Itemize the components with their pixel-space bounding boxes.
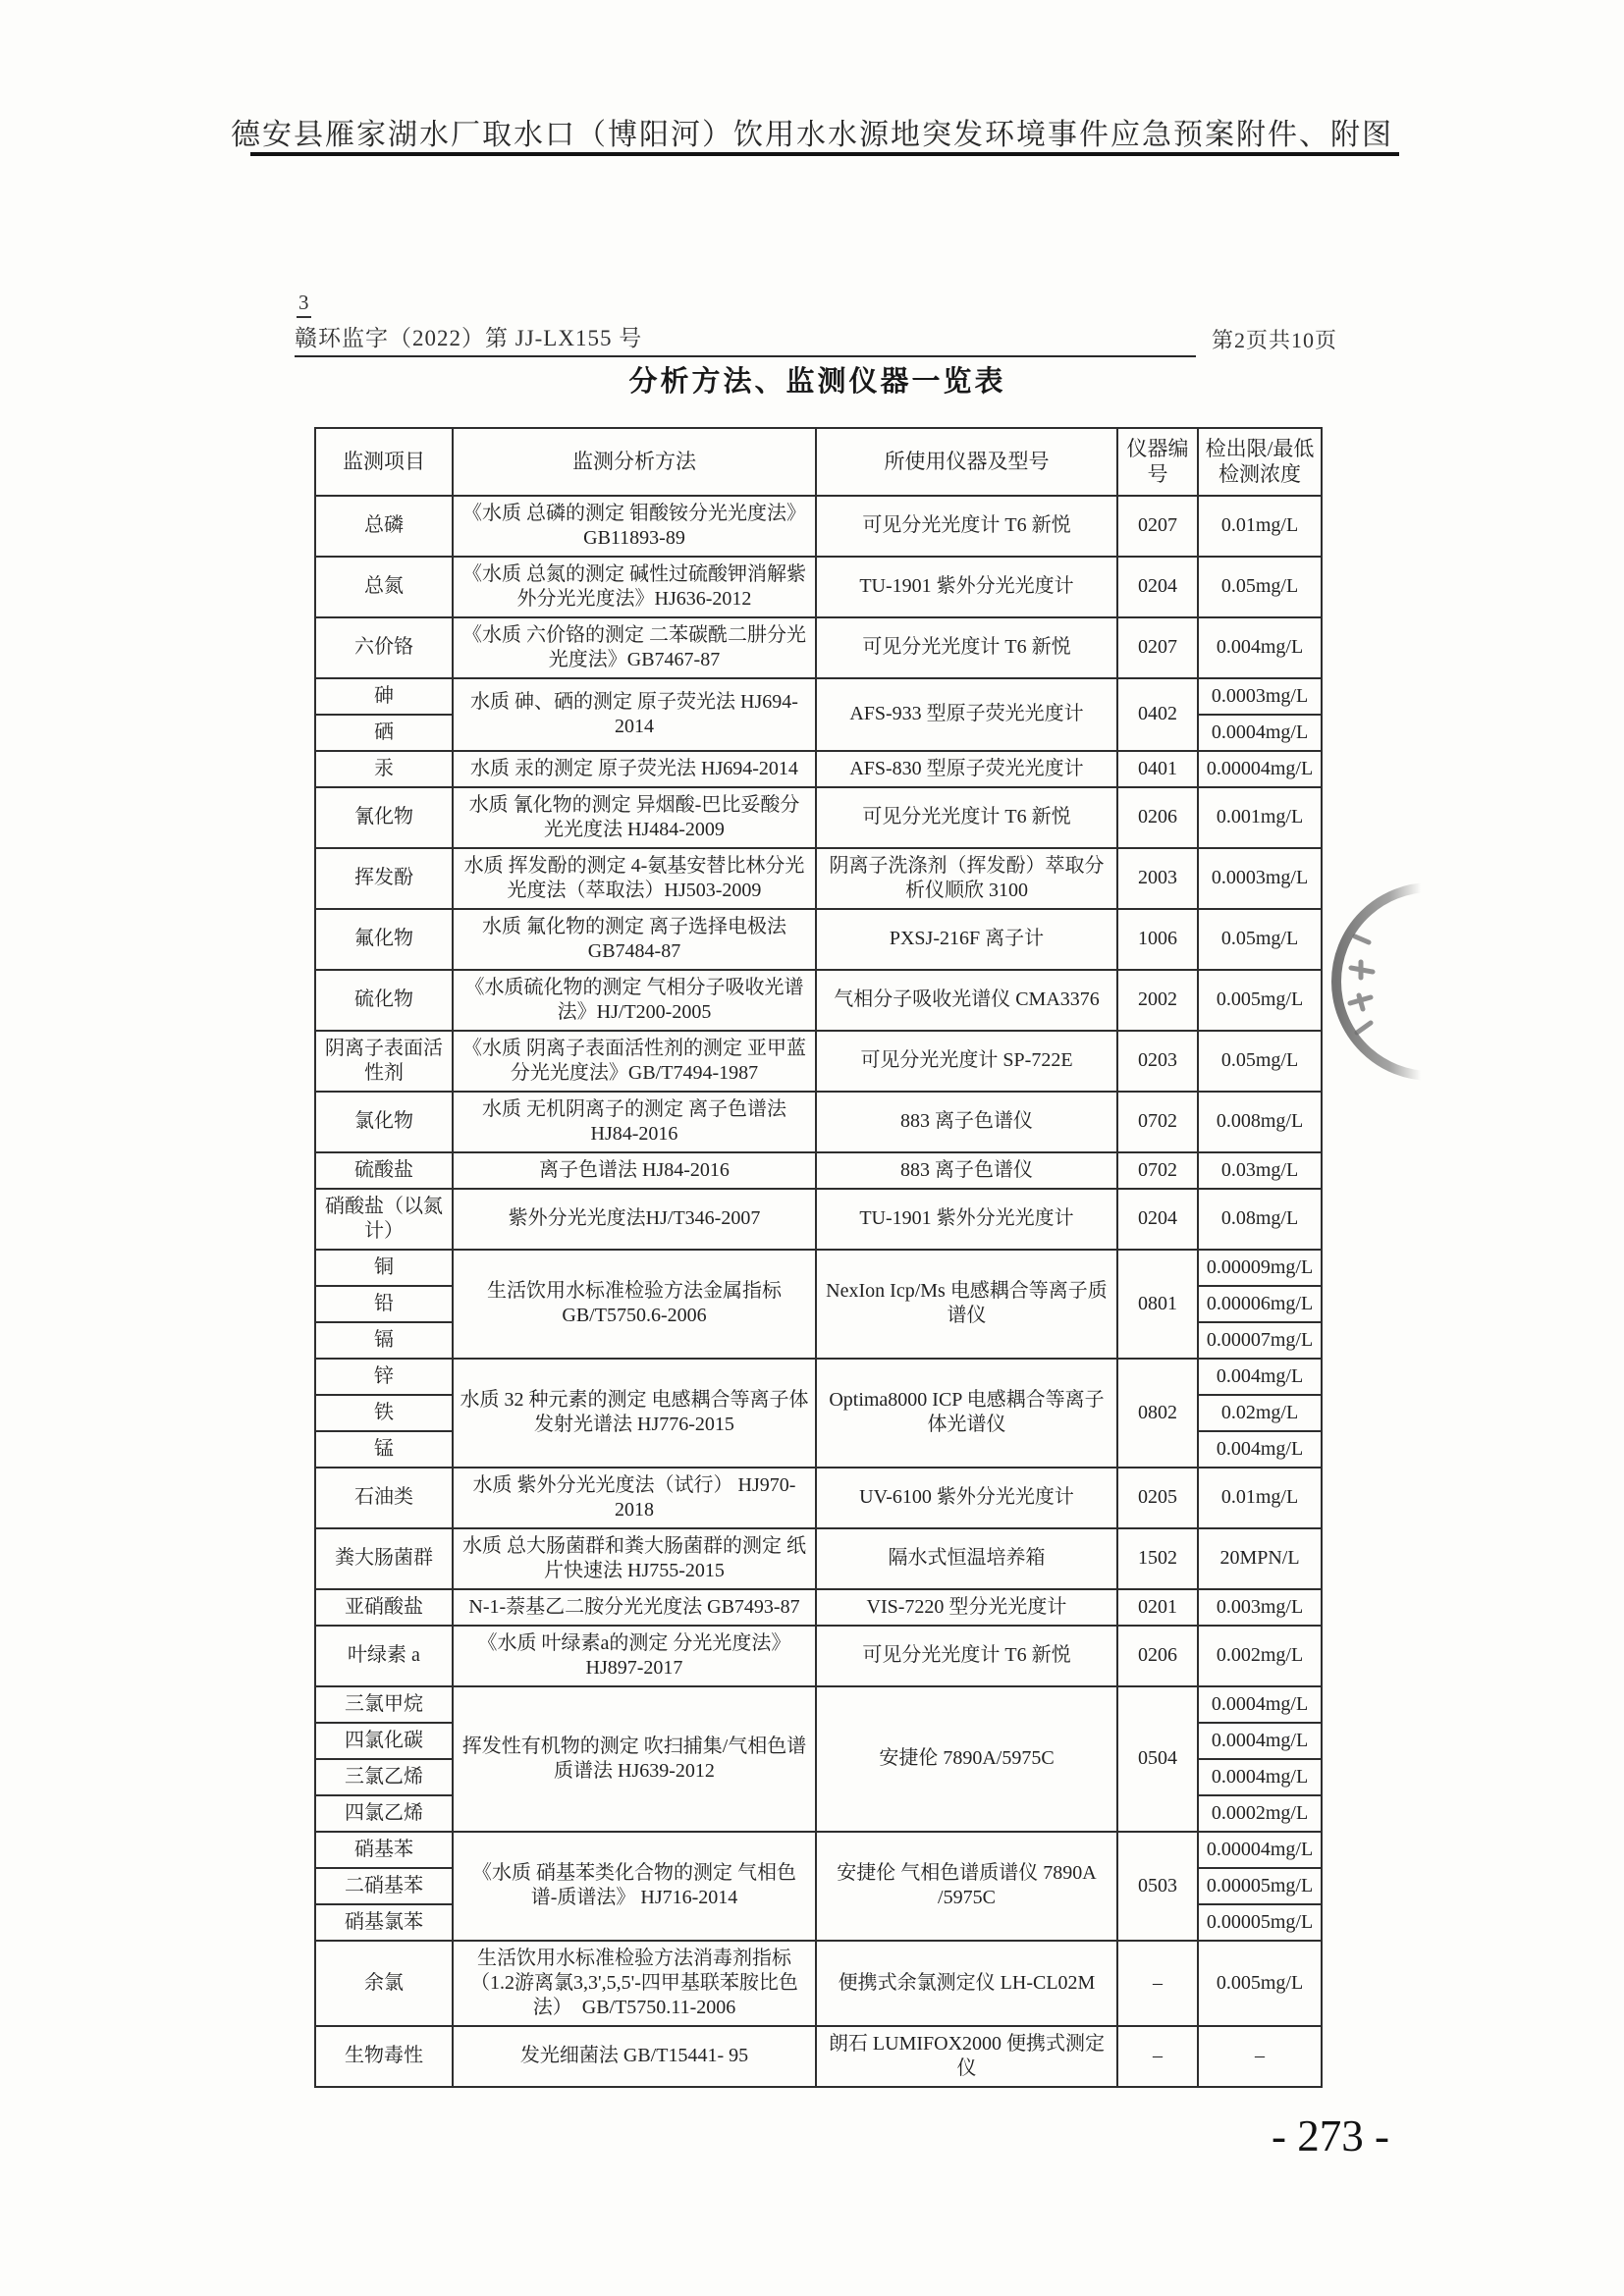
table-row <box>315 1250 1322 1286</box>
item-cell: 生物毒性 <box>315 2026 453 2087</box>
item-cell: 锌 <box>315 1359 453 1395</box>
item-cell: 叶绿素 a <box>315 1626 453 1686</box>
page-indicator: 第2页共10页 <box>1211 328 1337 352</box>
number-cell: 0504 <box>1117 1686 1198 1832</box>
method-cell: 生活饮用水标准检验方法金属指标 GB/T5750.6-2006 <box>453 1250 816 1359</box>
instrument-cell: AFS-830 型原子荧光光度计 <box>816 751 1117 787</box>
item-cell: 砷 <box>315 678 453 715</box>
number-cell: 0206 <box>1117 1626 1198 1686</box>
stamp-marks <box>1350 936 1373 1033</box>
table-row <box>315 1626 1322 1686</box>
stamp-arc <box>1326 874 1551 1099</box>
table-row <box>315 678 1322 715</box>
method-cell: 水质 总大肠菌群和粪大肠菌群的测定 纸片快速法 HJ755-2015 <box>453 1528 816 1589</box>
number-cell: 0207 <box>1117 617 1198 678</box>
instrument-cell: 便携式余氯测定仪 LH-CL02M <box>816 1941 1117 2026</box>
item-cell: 镉 <box>315 1322 453 1359</box>
number-cell: 2002 <box>1117 970 1198 1031</box>
method-cell: 离子色谱法 HJ84-2016 <box>453 1152 816 1189</box>
table-row <box>315 1589 1322 1626</box>
number-cell: 0201 <box>1117 1589 1198 1626</box>
table-row <box>315 1152 1322 1189</box>
instrument-cell: 可见分光光度计 T6 新悦 <box>816 617 1117 678</box>
header-divider-rule <box>250 152 1399 156</box>
limit-cell: 0.00009mg/L <box>1198 1250 1322 1286</box>
limit-cell: 0.01mg/L <box>1198 496 1322 557</box>
document-title-header: 德安县雁家湖水厂取水口（博阳河）饮用水水源地突发环境事件应急预案附件、附图 <box>231 119 1393 151</box>
method-cell: N-1-萘基乙二胺分光光度法 GB7493-87 <box>453 1589 816 1626</box>
limit-cell: 0.00007mg/L <box>1198 1322 1322 1359</box>
item-cell: 四氯乙烯 <box>315 1795 453 1832</box>
limit-cell: 0.0004mg/L <box>1198 1686 1322 1723</box>
item-cell: 硝基氯苯 <box>315 1904 453 1941</box>
item-cell: 硫化物 <box>315 970 453 1031</box>
limit-cell: 0.0002mg/L <box>1198 1795 1322 1832</box>
instrument-cell: 883 离子色谱仪 <box>816 1152 1117 1189</box>
method-cell: 水质 无机阴离子的测定 离子色谱法 HJ84-2016 <box>453 1092 816 1152</box>
instrument-cell: 气相分子吸收光谱仪 CMA3376 <box>816 970 1117 1031</box>
limit-cell: 20MPN/L <box>1198 1528 1322 1589</box>
limit-cell: 0.005mg/L <box>1198 1941 1322 2026</box>
table-row <box>315 1528 1322 1589</box>
limit-cell: 0.004mg/L <box>1198 1431 1322 1468</box>
header-number: 仪器编号 <box>1117 428 1198 496</box>
header-item: 监测项目 <box>315 428 453 496</box>
number-cell: 1006 <box>1117 909 1198 970</box>
method-cell: 水质 砷、硒的测定 原子荧光法 HJ694-2014 <box>453 678 816 751</box>
method-cell: 水质 32 种元素的测定 电感耦合等离子体发射光谱法 HJ776-2015 <box>453 1359 816 1468</box>
item-cell: 硝基苯 <box>315 1832 453 1868</box>
instrument-cell: TU-1901 紫外分光光度计 <box>816 557 1117 617</box>
instrument-cell: PXSJ-216F 离子计 <box>816 909 1117 970</box>
limit-cell: 0.05mg/L <box>1198 557 1322 617</box>
method-cell: 《水质 总氮的测定 碱性过硫酸钾消解紫外分光光度法》HJ636-2012 <box>453 557 816 617</box>
table-row <box>315 909 1322 970</box>
number-cell: 0801 <box>1117 1250 1198 1359</box>
number-cell: 2003 <box>1117 848 1198 909</box>
limit-cell: 0.00006mg/L <box>1198 1286 1322 1322</box>
number-cell: – <box>1117 1941 1198 2026</box>
method-cell: 发光细菌法 GB/T15441- 95 <box>453 2026 816 2087</box>
method-cell: 《水质 叶绿素a的测定 分光光度法》 HJ897-2017 <box>453 1626 816 1686</box>
limit-cell: 0.004mg/L <box>1198 617 1322 678</box>
limit-cell: 0.03mg/L <box>1198 1152 1322 1189</box>
table-row <box>315 617 1322 678</box>
limit-cell: 0.08mg/L <box>1198 1189 1322 1250</box>
method-cell: 《水质 阴离子表面活性剂的测定 亚甲蓝分光光度法》GB/T7494-1987 <box>453 1031 816 1092</box>
limit-cell: 0.0003mg/L <box>1198 678 1322 715</box>
header-instrument: 所使用仪器及型号 <box>816 428 1117 496</box>
limit-cell: 0.0003mg/L <box>1198 848 1322 909</box>
item-cell: 汞 <box>315 751 453 787</box>
limit-cell: 0.02mg/L <box>1198 1395 1322 1431</box>
limit-cell: 0.003mg/L <box>1198 1589 1322 1626</box>
table-row <box>315 557 1322 617</box>
table-row <box>315 1359 1322 1395</box>
limit-cell: 0.05mg/L <box>1198 909 1322 970</box>
table-row <box>315 1092 1322 1152</box>
method-cell: 水质 紫外分光光度法（试行） HJ970-2018 <box>453 1468 816 1528</box>
number-cell: 0401 <box>1117 751 1198 787</box>
limit-cell: 0.005mg/L <box>1198 970 1322 1031</box>
table-row <box>315 1468 1322 1528</box>
number-cell: 0204 <box>1117 1189 1198 1250</box>
item-cell: 挥发酚 <box>315 848 453 909</box>
instrument-cell: Optima8000 ICP 电感耦合等离子体光谱仪 <box>816 1359 1117 1468</box>
stamp-circle <box>1336 887 1525 1076</box>
instrument-cell: UV-6100 紫外分光光度计 <box>816 1468 1117 1528</box>
number-cell: 0503 <box>1117 1832 1198 1941</box>
table-row <box>315 496 1322 557</box>
method-cell: 《水质 硝基苯类化合物的测定 气相色谱-质谱法》 HJ716-2014 <box>453 1832 816 1941</box>
limit-cell: 0.00005mg/L <box>1198 1904 1322 1941</box>
number-cell: 0203 <box>1117 1031 1198 1092</box>
item-cell: 六价铬 <box>315 617 453 678</box>
item-cell: 阴离子表面活性剂 <box>315 1031 453 1092</box>
instrument-cell: 安捷伦 气相色谱质谱仪 7890A /5975C <box>816 1832 1117 1941</box>
table-row <box>315 848 1322 909</box>
header-limit: 检出限/最低检测浓度 <box>1198 428 1322 496</box>
table-row <box>315 751 1322 787</box>
item-cell: 二硝基苯 <box>315 1868 453 1904</box>
table-title: 分析方法、监测仪器一览表 <box>628 366 1006 398</box>
limit-cell: 0.0004mg/L <box>1198 1759 1322 1795</box>
limit-cell: 0.002mg/L <box>1198 1626 1322 1686</box>
item-cell: 氯化物 <box>315 1092 453 1152</box>
instrument-cell: NexIon Icp/Ms 电感耦合等离子质谱仪 <box>816 1250 1117 1359</box>
item-cell: 铁 <box>315 1395 453 1431</box>
limit-cell: 0.00005mg/L <box>1198 1868 1322 1904</box>
limit-cell: 0.001mg/L <box>1198 787 1322 848</box>
doc-number: 赣环监字（2022）第 JJ-LX155 号 <box>295 326 643 350</box>
number-cell: – <box>1117 2026 1198 2087</box>
footnote-mark: 3 <box>297 291 311 318</box>
item-cell: 三氯甲烷 <box>315 1686 453 1723</box>
item-cell: 锰 <box>315 1431 453 1468</box>
table-row <box>315 970 1322 1031</box>
item-cell: 总磷 <box>315 496 453 557</box>
instrument-cell: 可见分光光度计 SP-722E <box>816 1031 1117 1092</box>
number-cell: 0702 <box>1117 1152 1198 1189</box>
method-cell: 《水质 六价铬的测定 二苯碳酰二肼分光光度法》GB7467-87 <box>453 617 816 678</box>
item-cell: 总氮 <box>315 557 453 617</box>
item-cell: 硝酸盐（以氮计） <box>315 1189 453 1250</box>
meta-row <box>295 320 1337 357</box>
limit-cell: 0.00004mg/L <box>1198 1832 1322 1868</box>
method-cell: 水质 汞的测定 原子荧光法 HJ694-2014 <box>453 751 816 787</box>
method-cell: 《水质 总磷的测定 钼酸铵分光光度法》GB11893-89 <box>453 496 816 557</box>
method-cell: 《水质硫化物的测定 气相分子吸收光谱法》HJ/T200-2005 <box>453 970 816 1031</box>
item-cell: 粪大肠菌群 <box>315 1528 453 1589</box>
instrument-cell: 隔水式恒温培养箱 <box>816 1528 1117 1589</box>
table-header-row <box>315 428 1322 496</box>
instrument-cell: 可见分光光度计 T6 新悦 <box>816 787 1117 848</box>
item-cell: 石油类 <box>315 1468 453 1528</box>
table-body <box>315 496 1322 2087</box>
limit-cell: 0.00004mg/L <box>1198 751 1322 787</box>
method-cell: 水质 挥发酚的测定 4-氨基安替比林分光光度法（萃取法）HJ503-2009 <box>453 848 816 909</box>
item-cell: 铅 <box>315 1286 453 1322</box>
item-cell: 硫酸盐 <box>315 1152 453 1189</box>
table-row <box>315 1832 1322 1868</box>
item-cell: 亚硝酸盐 <box>315 1589 453 1626</box>
limit-cell: 0.0004mg/L <box>1198 1723 1322 1759</box>
limit-cell: 0.0004mg/L <box>1198 715 1322 751</box>
number-cell: 0802 <box>1117 1359 1198 1468</box>
limit-cell: 0.01mg/L <box>1198 1468 1322 1528</box>
item-cell: 硒 <box>315 715 453 751</box>
instrument-cell: AFS-933 型原子荧光光度计 <box>816 678 1117 751</box>
method-cell: 水质 氰化物的测定 异烟酸-巴比妥酸分光光度法 HJ484-2009 <box>453 787 816 848</box>
item-cell: 三氯乙烯 <box>315 1759 453 1795</box>
instrument-cell: 阴离子洗涤剂（挥发酚）萃取分析仪顺欣 3100 <box>816 848 1117 909</box>
doc-number-underline <box>295 320 1196 357</box>
table-row <box>315 1031 1322 1092</box>
limit-cell: 0.004mg/L <box>1198 1359 1322 1395</box>
instrument-cell: 朗石 LUMIFOX2000 便携式测定仪 <box>816 2026 1117 2087</box>
number-cell: 0402 <box>1117 678 1198 751</box>
number-cell: 0204 <box>1117 557 1198 617</box>
instrument-cell: 安捷伦 7890A/5975C <box>816 1686 1117 1832</box>
table-row <box>315 1941 1322 2026</box>
limit-cell: 0.05mg/L <box>1198 1031 1322 1092</box>
number-cell: 0207 <box>1117 496 1198 557</box>
limit-cell: – <box>1198 2026 1322 2087</box>
table-row <box>315 1686 1322 1723</box>
item-cell: 氟化物 <box>315 909 453 970</box>
method-cell: 紫外分光光度法HJ/T346-2007 <box>453 1189 816 1250</box>
number-cell: 0702 <box>1117 1092 1198 1152</box>
page-number: - 273 - <box>1272 2111 1389 2161</box>
instrument-cell: 883 离子色谱仪 <box>816 1092 1117 1152</box>
number-cell: 0206 <box>1117 787 1198 848</box>
item-cell: 四氯化碳 <box>315 1723 453 1759</box>
method-cell: 挥发性有机物的测定 吹扫捕集/气相色谱质谱法 HJ639-2012 <box>453 1686 816 1832</box>
header-method: 监测分析方法 <box>453 428 816 496</box>
item-cell: 氰化物 <box>315 787 453 848</box>
item-cell: 余氯 <box>315 1941 453 2026</box>
limit-cell: 0.008mg/L <box>1198 1092 1322 1152</box>
instrument-cell: 可见分光光度计 T6 新悦 <box>816 1626 1117 1686</box>
number-cell: 0205 <box>1117 1468 1198 1528</box>
number-cell: 1502 <box>1117 1528 1198 1589</box>
table-row <box>315 2026 1322 2087</box>
method-cell: 生活饮用水标准检验方法消毒剂指标（1.2游离氯3,3',5,5'-四甲基联苯胺比色法） GB/T5750.11-2006 <box>453 1941 816 2026</box>
instrument-cell: VIS-7220 型分光光度计 <box>816 1589 1117 1626</box>
instrument-cell: 可见分光光度计 T6 新悦 <box>816 496 1117 557</box>
analysis-table <box>314 427 1323 2088</box>
item-cell: 铜 <box>315 1250 453 1286</box>
table-row <box>315 787 1322 848</box>
instrument-cell: TU-1901 紫外分光光度计 <box>816 1189 1117 1250</box>
method-cell: 水质 氟化物的测定 离子选择电极法 GB7484-87 <box>453 909 816 970</box>
table-row <box>315 1189 1322 1250</box>
